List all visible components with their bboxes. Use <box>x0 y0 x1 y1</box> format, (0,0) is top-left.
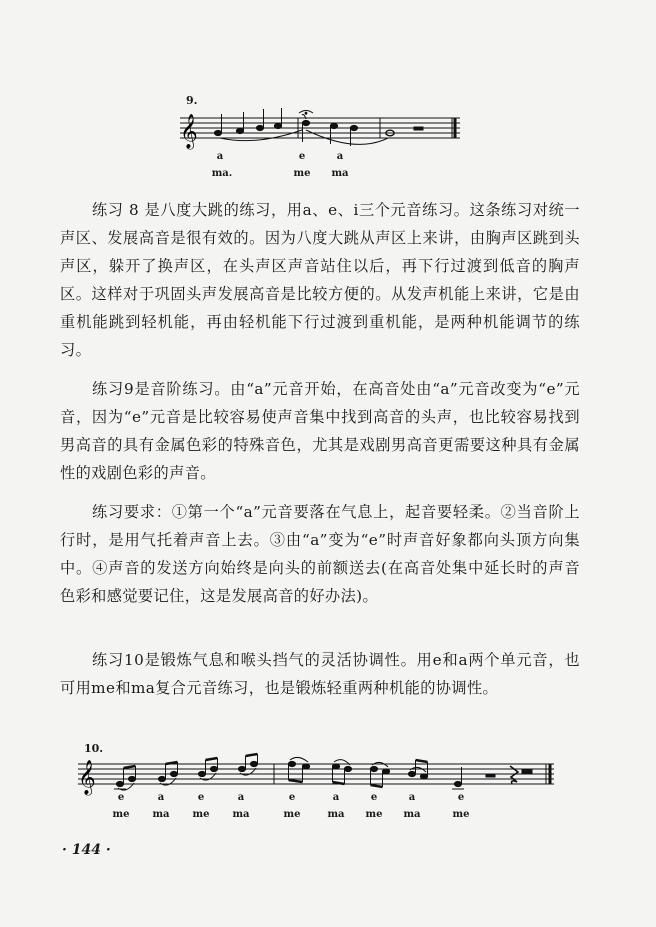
exercise-9-syllable: ma. <box>211 168 233 179</box>
exercise-10-vowel: e <box>288 792 296 803</box>
exercise-9-vowel: a <box>216 151 224 162</box>
exercise-9-vowel: a <box>336 151 344 162</box>
exercise-10-vowel: a <box>332 792 340 803</box>
paragraph-exercise-10: 练习10是锻炼气息和喉头挡气的灵活协调性。用e和a两个单元音，也可用me和ma复合元音练习，也是锻炼轻重两种机能的协调性。 <box>60 651 580 697</box>
exercise-10-syllable: ma <box>232 809 250 820</box>
exercise-9-syllable: ma <box>331 168 349 179</box>
page-number: · 144 · <box>62 842 111 858</box>
treble-clef-icon: 𝄞 <box>180 114 198 149</box>
exercise-10-vowel: a <box>157 792 165 803</box>
exercise-10-syllable: me <box>452 809 470 820</box>
paragraph-exercise-8: 练习 8 是八度大跳的练习，用a、e、i三个元音练习。这条练习对统一声区、发展高音是很有效的。因为八度大跳从声区上来讲，由胸声区跳到头声区，躲开了换声区，在头声区声音站住以后，再下行过渡到低音的胸声区。这样对于巩固头声发展高音是比较方便的。从发声机能上来讲，它是由重机能跳到轻机能，再由轻机能下行过渡到重机能，是两种机能调节的练习。 <box>60 201 580 359</box>
exercise-10-syllable: ma <box>403 809 421 820</box>
exercise-10-vowel: e <box>197 792 205 803</box>
exercise-10-vowel: e <box>457 792 465 803</box>
exercise-9-syllable: me <box>293 168 311 179</box>
exercise-10-vowel: a <box>237 792 245 803</box>
exercise-10-syllable: ma <box>327 809 345 820</box>
exercise-10-syllable: me <box>283 809 301 820</box>
exercise-10-syllable: me <box>112 809 130 820</box>
exercise-10-vowel: a <box>408 792 416 803</box>
exercise-10-syllable: ma <box>152 809 170 820</box>
exercise-9-number: 9. <box>186 94 198 107</box>
treble-clef-icon: 𝄞 <box>78 760 96 795</box>
exercise-10-syllable: me <box>365 809 383 820</box>
exercise-10-syllable: me <box>192 809 210 820</box>
paragraph-exercise-9: 练习9是音阶练习。由“a”元音开始，在高音处由“a”元音改变为“e”元音，因为“e”元音是比较容易使声音集中找到高音的头声，也比较容易找到男高音的具有金属色彩的特殊音色，尤其是戏剧男高音更需要这种具有金属性的戏剧色彩的声音。 <box>60 380 580 482</box>
exercise-10-number: 10. <box>84 742 104 755</box>
exercise-10-vowel: e <box>117 792 125 803</box>
exercise-10-staff <box>74 752 560 802</box>
exercise-10-vowel: e <box>370 792 378 803</box>
paragraph-requirements: 练习要求：①第一个“a”元音要落在气息上，起音要轻柔。②当音阶上行时，是用气托着声音上去。③由“a”变为“e”时声音好象都向头顶方向集中。④声音的发送方向始终是向头的前额送去(在高音处集中延长时的声音色彩和感觉要记住，这是发展高音的好办法)。 <box>60 503 580 605</box>
exercise-9-vowel: e <box>298 151 306 162</box>
